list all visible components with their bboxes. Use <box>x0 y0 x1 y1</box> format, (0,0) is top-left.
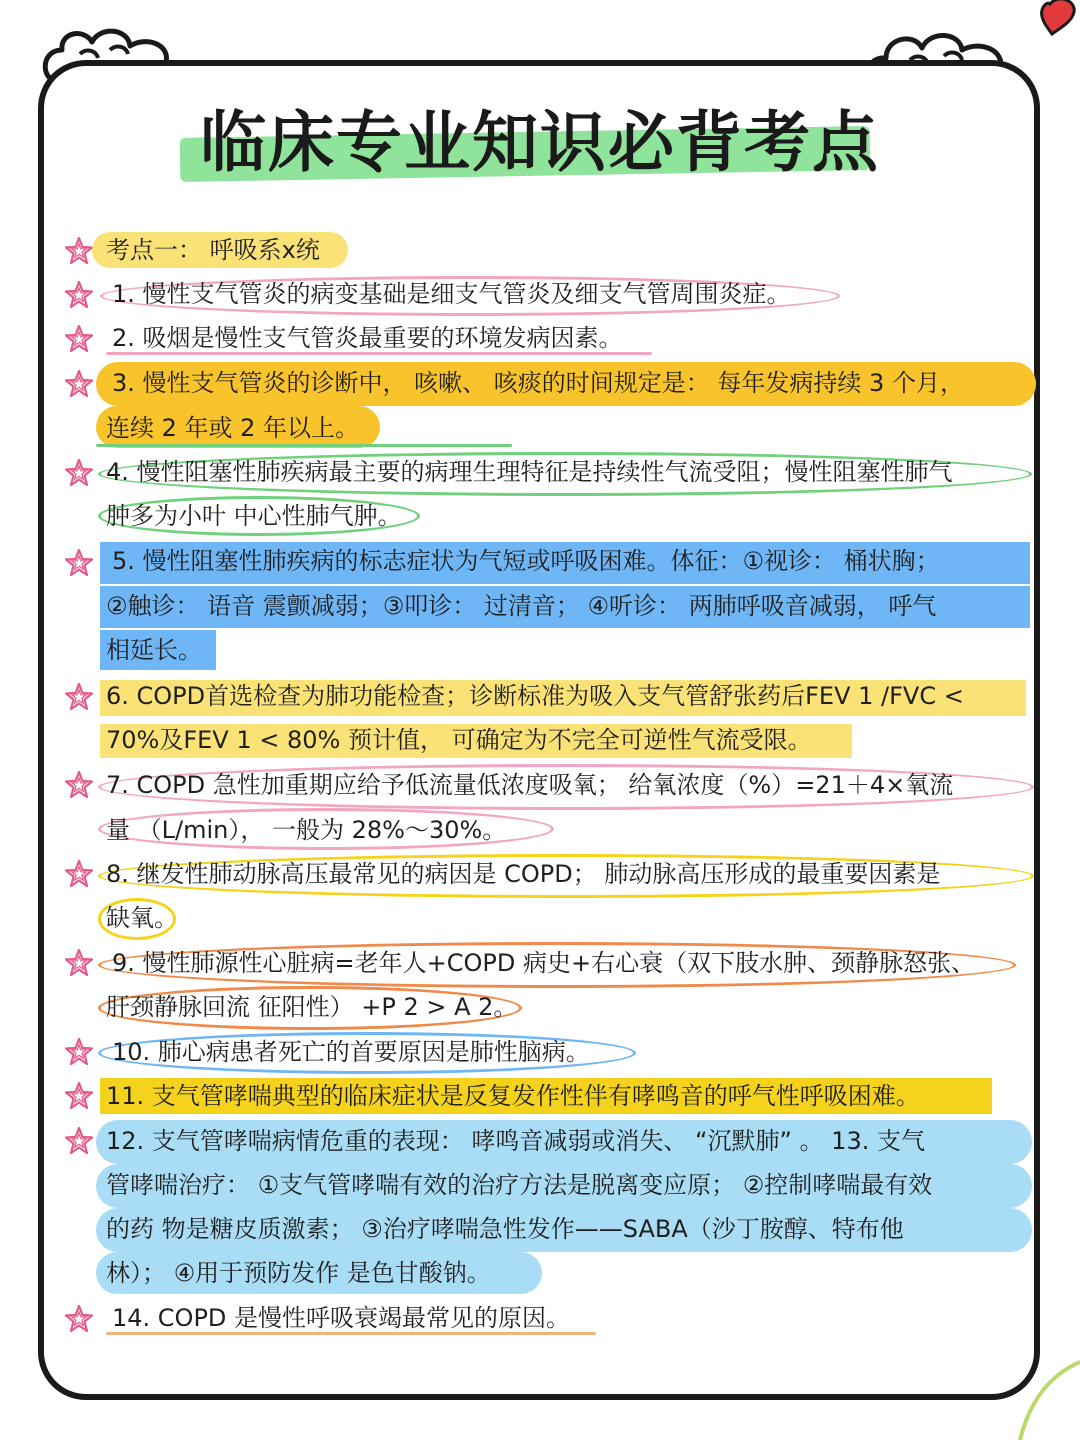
star-outline-icon <box>64 1126 94 1156</box>
list-item: 5. 慢性阻塞性肺疾病的标志症状为气短或呼吸困难。体征：①视诊： 桶状胸； <box>112 547 940 575</box>
star-outline-icon <box>64 1037 94 1067</box>
star-outline-icon <box>64 548 94 578</box>
title-block <box>0 100 1080 190</box>
list-item-continued: 相延长。 <box>106 636 202 664</box>
star-outline-icon <box>64 236 94 266</box>
list-item: 12. 支气管哮喘病情危重的表现： 哮鸣音减弱或消失、 “沉默肺” 。 13. 支气 <box>106 1127 925 1155</box>
star-outline-icon <box>64 1304 94 1334</box>
list-item: 7. COPD 急性加重期应给予低流量低浓度吸氧； 给氧浓度（%）=21＋4×氧流 <box>106 771 954 799</box>
star-outline-icon <box>64 1081 94 1111</box>
page-title: 临床专业知识必背考点 <box>200 104 880 181</box>
list-item: 9. 慢性肺源性心脏病=老年人+COPD 病史+右心衰（双下肢水肿、颈静脉怒张、 <box>112 949 976 977</box>
list-item: 11. 支气管哮喘典型的临床症状是反复发作性伴有哮鸣音的呼气性呼吸困难。 <box>106 1082 920 1110</box>
list-item-continued: 量 （L/min）， 一般为 28%～30%。 <box>106 816 507 844</box>
list-item-continued: ②触诊： 语音 震颤减弱；③叩诊： 过清音； ④听诊： 两肺呼吸音减弱， 呼气 <box>106 592 937 620</box>
star-outline-icon <box>64 948 94 978</box>
list-item-continued: 70%及FEV 1 < 80% 预计值， 可确定为不完全可逆性气流受限。 <box>106 726 812 754</box>
list-item: 3. 慢性支气管炎的诊断中， 咳嗽、 咳痰的时间规定是： 每年发病持续 3 个月， <box>112 369 964 397</box>
list-item: 10. 肺心病患者死亡的首要原因是肺性脑病。 <box>112 1038 590 1066</box>
star-outline-icon <box>64 458 94 488</box>
list-item-continued: 连续 2 年或 2 年以上。 <box>106 414 360 442</box>
star-outline-icon <box>64 280 94 310</box>
list-item-continued: 管哮喘治疗： ①支气管哮喘有效的治疗方法是脱离变应原； ②控制哮喘最有效 <box>106 1171 933 1199</box>
star-outline-icon <box>64 770 94 800</box>
heart-icon <box>1042 0 1075 34</box>
star-outline-icon <box>64 324 94 354</box>
list-item-continued: 肿多为小叶 中心性肺气肿。 <box>106 502 402 530</box>
list-item-continued: 肝颈静脉回流 征阳性） +P 2 > A 2。 <box>106 993 518 1021</box>
star-outline-icon <box>64 682 94 712</box>
list-item: 4. 慢性阻塞性肺疾病最主要的病理生理特征是持续性气流受阻；慢性阻塞性肺气 <box>106 458 953 486</box>
list-item: 6. COPD首选检查为肺功能检查；诊断标准为吸入支气管舒张药后FEV 1 /FVC < <box>106 682 964 710</box>
list-item-continued: 缺氧。 <box>106 904 178 932</box>
star-outline-icon <box>64 859 94 889</box>
list-item-continued: 林）； ④用于预防发作 是色甘酸钠。 <box>106 1259 491 1287</box>
section-heading: 考点一： 呼吸系x统 <box>106 236 320 264</box>
list-item: 2. 吸烟是慢性支气管炎最重要的环境发病因素。 <box>112 324 623 352</box>
list-item: 14. COPD 是慢性呼吸衰竭最常见的原因。 <box>112 1304 571 1332</box>
list-item-continued: 的药 物是糖皮质激素； ③治疗哮喘急性发作——SABA（沙丁胺醇、特布他 <box>106 1215 904 1243</box>
list-item: 8. 继发性肺动脉高压最常见的病因是 COPD； 肺动脉高压形成的最重要因素是 <box>106 860 941 888</box>
list-item: 1. 慢性支气管炎的病变基础是细支气管炎及细支气管周围炎症。 <box>112 280 791 308</box>
star-outline-icon <box>64 369 94 399</box>
